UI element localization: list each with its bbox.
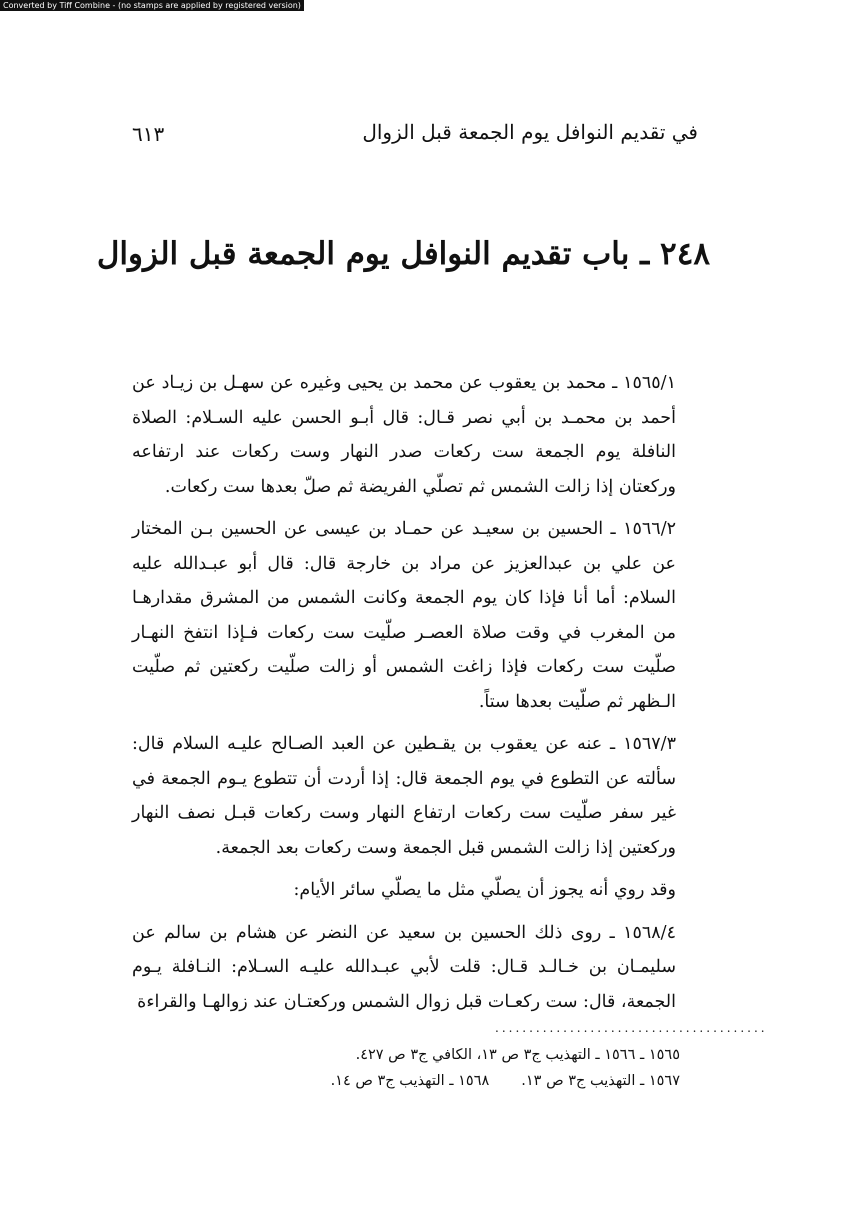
hadith-text: ـ روى ذلك الحسين بن سعيد عن النضر عن هشام بن سالم عن سليمـان بن خـالـد قـال: قلت لأبي عبـدالله عليـه السـلام: النـافلة يـوم الجمعة، قال: ست ركعـات قبل زوال الشمس وركعتـان عند زوالهـا والقراءة (132, 922, 676, 1012)
hadith-paragraph-1565 (132, 366, 698, 504)
hadith-body (132, 366, 698, 1027)
hadith-number: ١٥٦٨/٤ (623, 922, 676, 943)
hadith-paragraph-1568 (132, 916, 698, 1020)
conversion-banner: Converted by Tiff Combine - (no stamps are applied by registered version) (0, 0, 304, 11)
footnote-line (240, 1068, 680, 1094)
running-header (132, 120, 698, 154)
footnotes (240, 1042, 680, 1094)
hadith-text: ـ محمد بن يعقوب عن محمد بن يحيى وغيره عن سهـل بن زيـاد عن أحمد بن محمـد بن أبي نصر قـال: قال أبـو الحسن عليه السـلام: الصلاة النافلة يوم الجمعة ست ركعات صدر النهار وست ركعات عند ارتفاعه وركعتان إذا زالت الشمس ثم تصلّي الفريضة ثم صلّ بعدها ست ركعات. (132, 373, 676, 497)
hadith-number: ١٥٦٦/٢ (623, 519, 676, 539)
footnote-separator: ........................................ (495, 1021, 768, 1035)
chapter-title: ٢٤٨ ـ باب تقديم النوافل يوم الجمعة قبل الزوال (96, 236, 710, 272)
hadith-text: ـ عنه عن يعقوب بن يقـطين عن العبد الصـالح عليـه السلام قال: سألته عن التطوع في يوم الجمعة قال: إذا أردت أن تتطوع يـوم الجمعة في غير سفر صلّيت ست ركعات ارتفاع النهار وست ركعات قبـل نصف النهار وركعتين إذا زالت الشمس قبل الجمعة وست ركعات بعد الجمعة. (132, 734, 676, 858)
footnote: ١٥٦٥ ـ ١٥٦٦ ـ التهذيب ج٣ ص ١٣، الكافي ج٣ ص ٤٢٧. (355, 1047, 680, 1063)
page-number: ٦١٣ (132, 122, 165, 146)
note-text: وقد روي أنه يجوز أن يصلّي مثل ما يصلّي سائر الأيام: (293, 880, 676, 900)
hadith-paragraph-1566 (132, 512, 698, 719)
footnote-line (240, 1042, 680, 1068)
running-title: في تقديم النوافل يوم الجمعة قبل الزوال (362, 120, 698, 144)
hadith-number: ١٥٦٧/٣ (623, 734, 676, 754)
footnote: ١٥٦٧ ـ التهذيب ج٣ ص ١٣. (521, 1073, 680, 1089)
narration-note (132, 873, 698, 908)
footnote: ١٥٦٨ ـ التهذيب ج٣ ص ١٤. (330, 1073, 490, 1089)
hadith-paragraph-1567 (132, 727, 698, 865)
hadith-text: ـ الحسين بن سعيـد عن حمـاد بن عيسى عن الحسين بـن المختار عن علي بن عبدالعزيز عن مراد بن خارجة قال: قال أبو عبـدالله عليه السلام: أما أنا فإذا كان يوم الجمعة وكانت الشمس من المشرق مقدارهـا من المغرب في وقت صلاة العصـر صلّيت ست ركعات فـإذا انتفخ النهـار صلّيت ست ركعات فإذا زاغت الشمس أو زالت صلّيت ركعتين ثم صلّيت الـظهر ثم صلّيت بعدها ستاً. (132, 519, 676, 712)
hadith-number: ١٥٦٥/١ (623, 373, 676, 393)
